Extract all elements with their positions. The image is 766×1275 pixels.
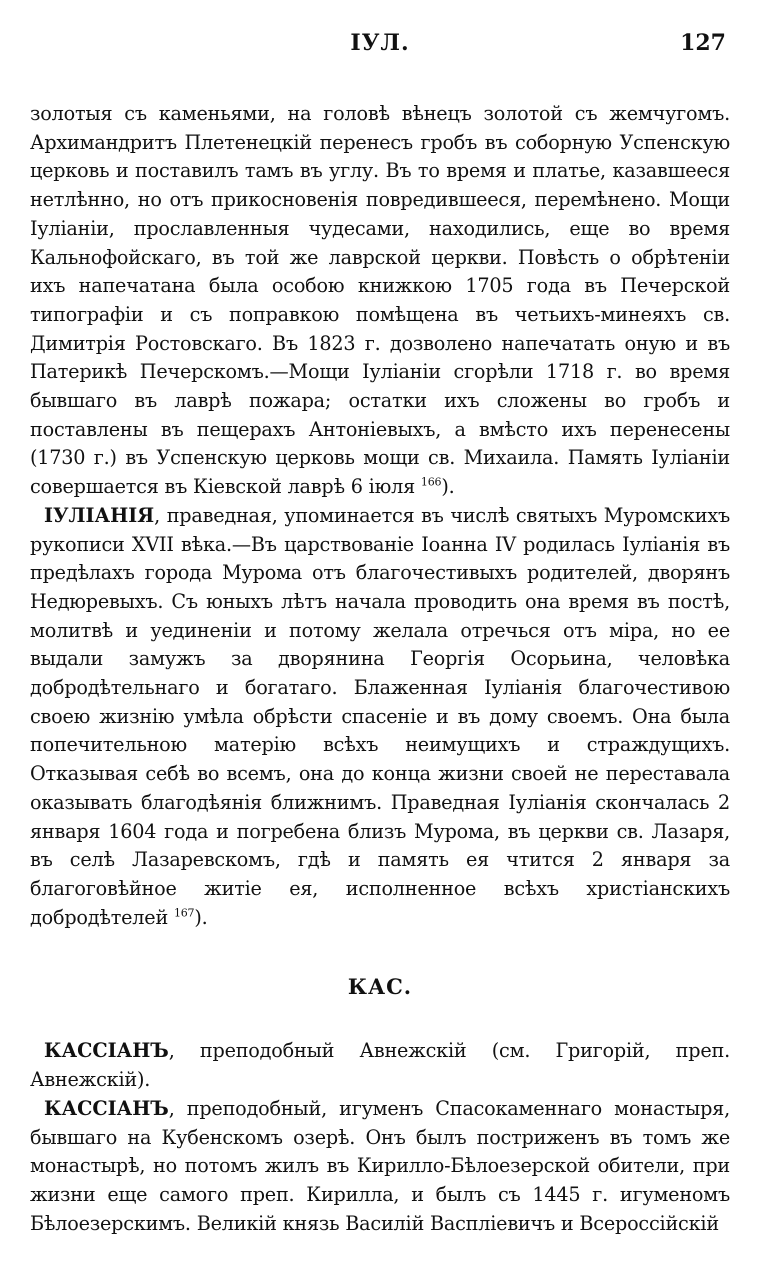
page-header: [30, 22, 730, 58]
entry-kassian-avnezhsky: [30, 1037, 730, 1094]
entry-end: ).: [194, 905, 208, 929]
running-head: ІУЛ.: [350, 30, 410, 56]
entry-headword: ІУЛІАНІЯ: [44, 503, 155, 527]
entry-kassian-hegumen: [30, 1095, 730, 1239]
page-number: 127: [680, 30, 726, 56]
footnote-ref: 166: [420, 475, 442, 489]
section-heading: КАС.: [347, 974, 413, 1000]
entry-text: , праведная, упоминается въ числѣ святыхъ Муромскихъ рукописи XVII вѣка.—Въ царствованіе Іоанна IV родилась Іуліанія въ предѣлахъ города Мурома отъ благочестивыхъ родителей, дворянъ Недюревыхъ. Съ юныхъ лѣтъ начала проводить она время въ постѣ, молитвѣ и уединеніи и потому желала отречься отъ міра, но ее выдали замужъ за дворянина Георгія Осорьина, человѣка добродѣтельнаго и богатаго. Блаженная Іуліанія благочестивою своею жизнію умѣла обрѣсти спасеніе и въ дому своемъ. Она была попечительною матерію всѣхъ неимущихъ и страждущихъ. Отказывая себѣ во всемъ, она до конца жизни своей не переставала оказывать благодѣянія ближнимъ. Праведная Іуліанія скончалась 2 января 1604 года и погребена близъ Мурома, въ церкви св. Лазаря, въ селѣ Лазаревскомъ, гдѣ и память ея чтится 2 января за благоговѣйное житіе ея, исполненное всѣхъ христіанскихъ добродѣтелей: [30, 503, 730, 929]
paragraph-text: золотыя съ каменьями, на головѣ вѣнецъ золотой съ жемчугомъ. Архимандритъ Плетенецкій перенесъ гробъ въ соборную Успенскую церковь и поставилъ тамъ въ углу. Въ то время и платье, казавшееся нетлѣнно, но отъ прикосновенія повредившееся, перемѣнено. Мощи Іуліаніи, прославленныя чудесами, находились, еще во время Кальнофойскаго, въ той же лаврской церкви. Повѣсть о обрѣтеніи ихъ напечатана была особою книжкою 1705 года въ Печерской типографіи и съ поправкою помѣщена въ четьихъ-минеяхъ св. Димитрія Ростовскаго. Въ 1823 г. дозволено напечатать оную и въ Патерикѣ Печерскомъ.—Мощи Іуліаніи сгорѣли 1718 г. во время бывшаго въ лаврѣ пожара; остатки ихъ сложены во гробъ и поставлены въ пещерахъ Антоніевыхъ, а вмѣсто ихъ перенесены (1730 г.) въ Успенскую церковь мощи св. Михаила. Память Іуліаніи совершается въ Кіевской лаврѣ 6 іюля: [30, 102, 730, 499]
book-page: [30, 22, 730, 1238]
entry-headword: КАССІАНЪ: [44, 1096, 169, 1120]
entry-text: , преподобный, игуменъ Спасокаменнаго монастыря, бывшаго на Кубенскомъ озерѣ. Онъ былъ постриженъ въ томъ же монастырѣ, но потомъ жилъ въ Кирилло-Бѣлоезерской обители, при жизни еще самого преп. Кирилла, и былъ съ 1445 г. игуменомъ Бѣлоезерскимъ. Великій князь Василій Васпліевичъ и Всероссійскій: [30, 1096, 730, 1235]
footnote-ref: 167: [173, 906, 195, 920]
entry-headword: КАССІАНЪ: [44, 1039, 169, 1063]
entry-text: , преподобный Авнежскій (см. Григорій, преп. Авнежскій).: [30, 1039, 730, 1092]
entry-iuliania: [30, 502, 730, 933]
paragraph-end: ).: [441, 475, 455, 499]
paragraph-iuliania-relics: [30, 100, 730, 502]
